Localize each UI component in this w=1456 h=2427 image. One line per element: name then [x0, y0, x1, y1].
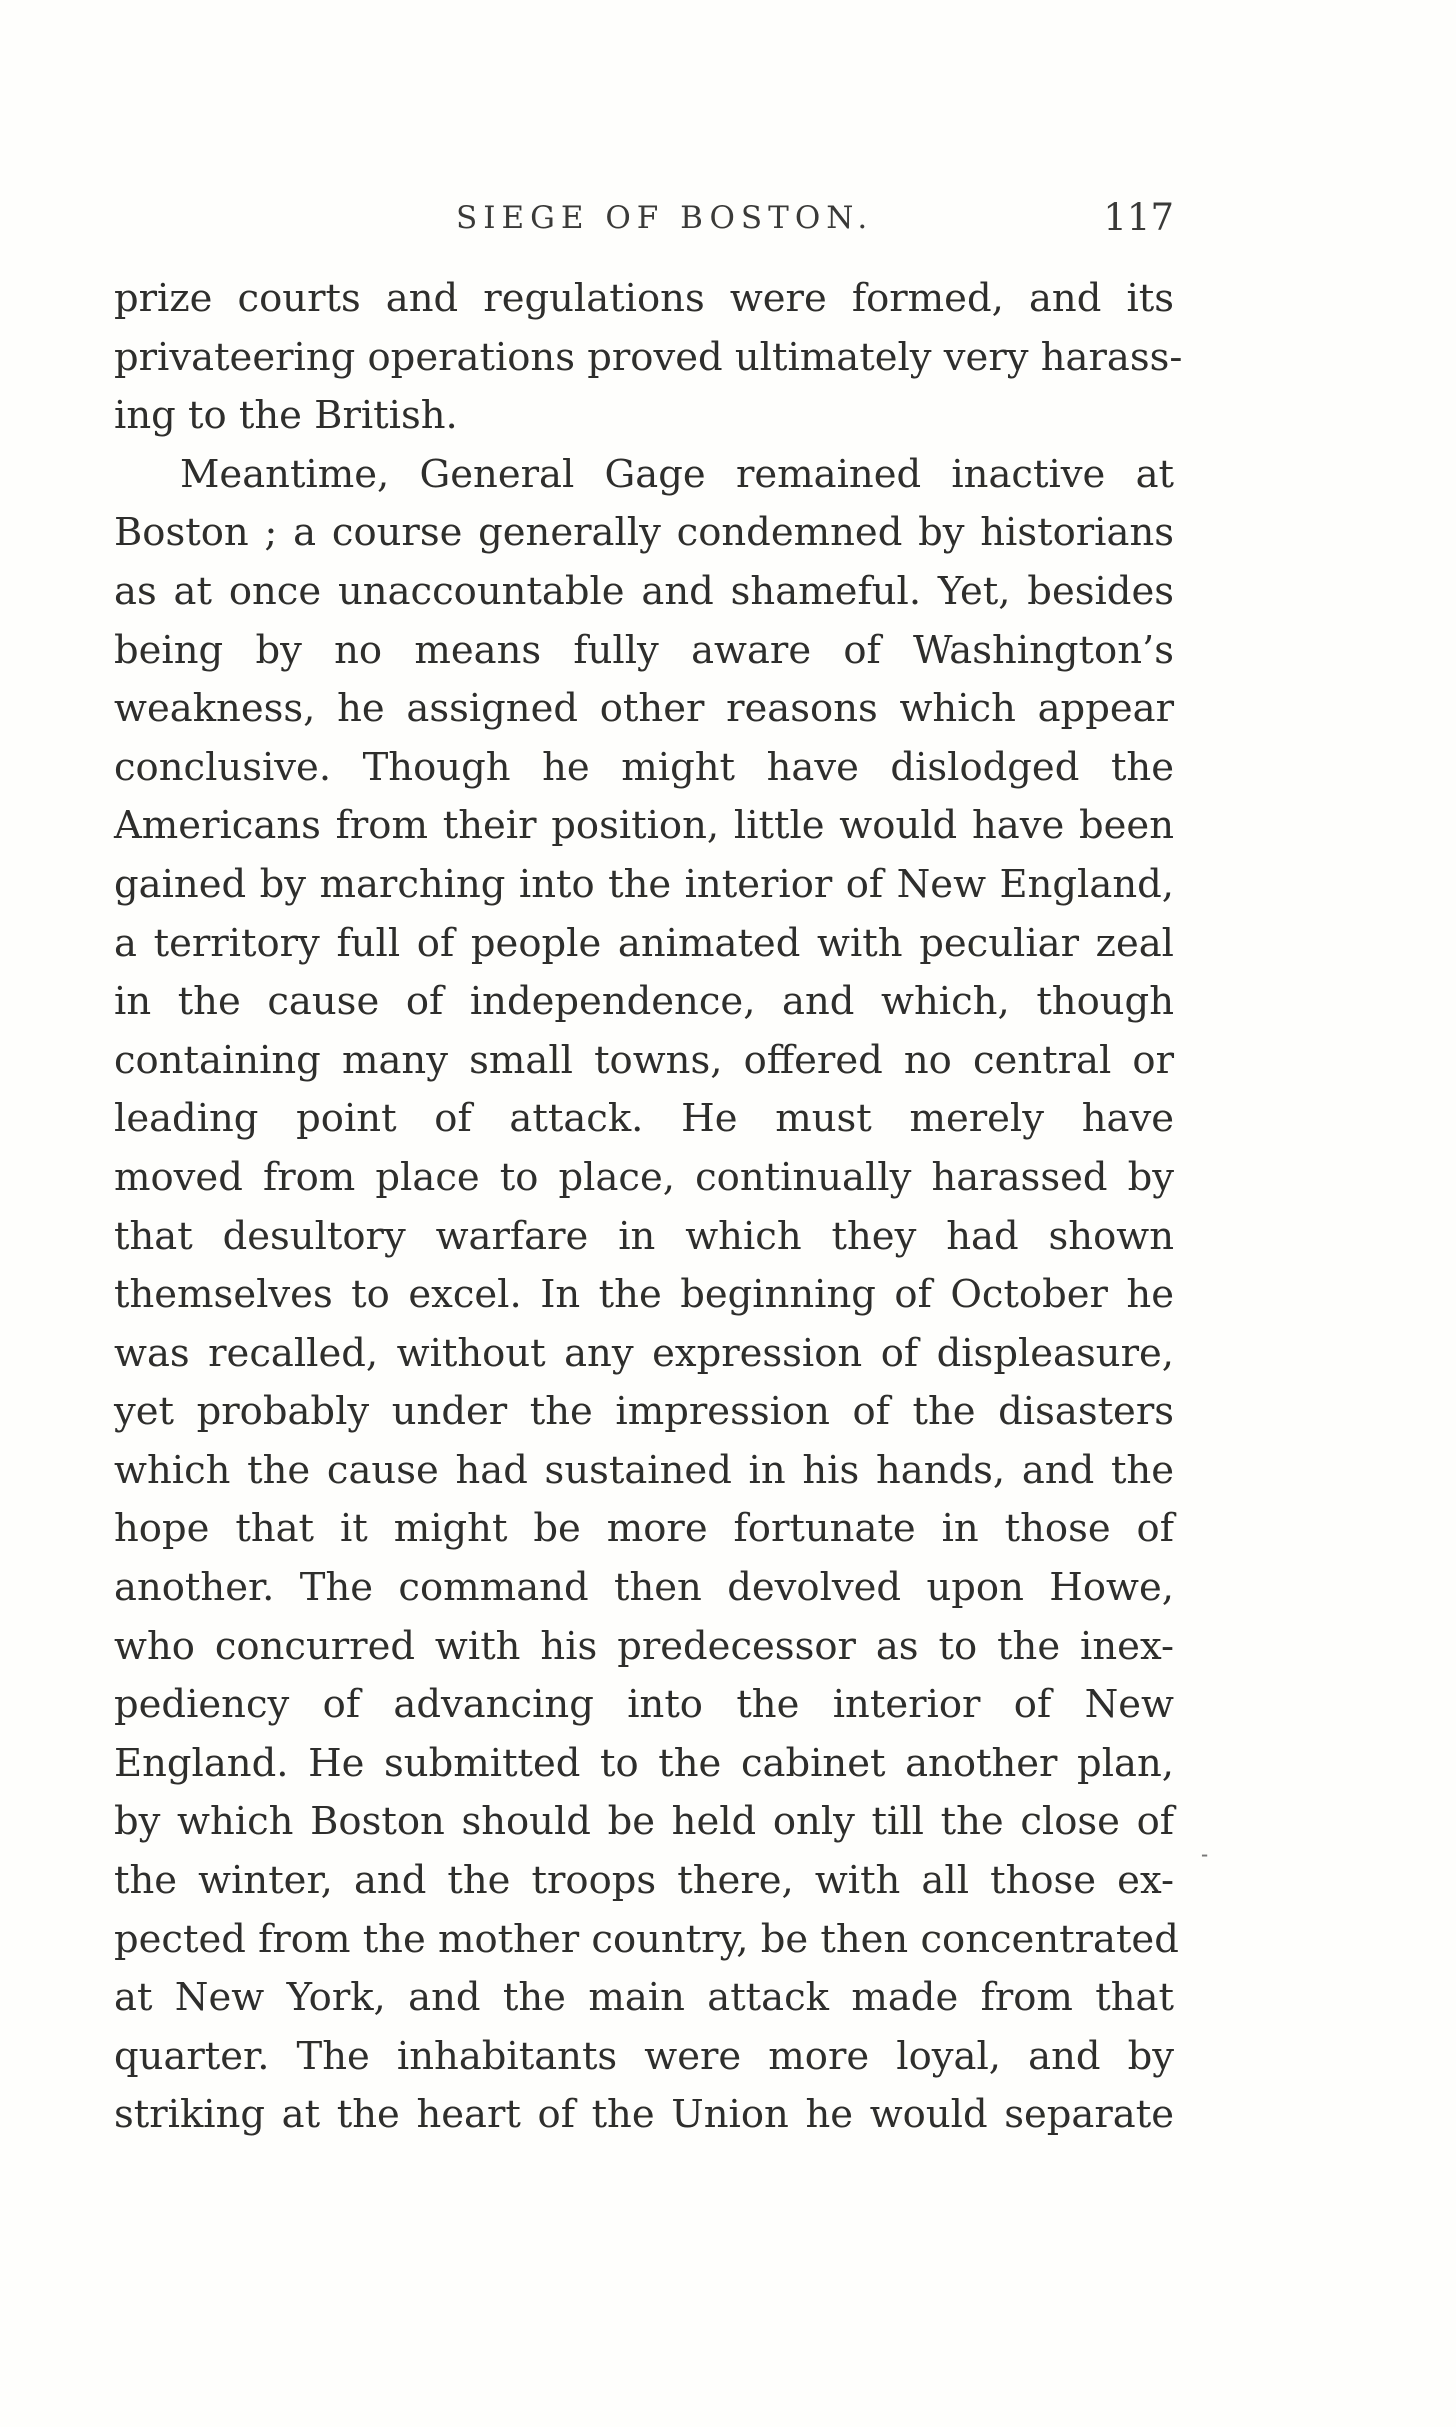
text-line: quarter. The inhabitants were more loyal, and by: [114, 2033, 1174, 2079]
text-line: weakness, he assigned other reasons which appear: [114, 686, 1174, 732]
running-title: SIEGE OF BOSTON.: [456, 200, 874, 236]
text-line: in the cause of independence, and which, though: [114, 979, 1174, 1025]
text-line: at New York, and the main attack made from that: [114, 1975, 1174, 2021]
text-line: which the cause had sustained in his hands, and the: [114, 1447, 1174, 1493]
text-line: prize courts and regulations were formed, and its: [114, 276, 1174, 321]
text-line: Americans from their position, little would have been: [114, 803, 1174, 849]
text-line: striking at the heart of the Union he would separate: [114, 2092, 1174, 2138]
body-text: [114, 270, 1183, 2145]
text-line: being by no means fully aware of Washington’s: [114, 627, 1174, 673]
text-line: themselves to excel. In the beginning of October he: [114, 1272, 1174, 1318]
text-line: the winter, and the troops there, with all those ex-: [114, 1858, 1174, 1904]
text-line: yet probably under the impression of the disasters: [114, 1389, 1174, 1435]
text-line: moved from place to place, continually harassed by: [114, 1154, 1174, 1200]
text-line: pediency of advancing into the interior of New: [114, 1682, 1174, 1728]
text-line: pected from the mother country, be then concentrated: [114, 1916, 1179, 1962]
text-line: gained by marching into the interior of New England,: [114, 861, 1174, 907]
text-line: was recalled, without any expression of displeasure,: [114, 1330, 1174, 1376]
text-line: leading point of attack. He must merely have: [114, 1096, 1174, 1142]
text-line: privateering operations proved ultimately very harass-: [114, 334, 1183, 380]
text-line: containing many small towns, offered no central or: [114, 1037, 1174, 1083]
text-line: a territory full of people animated with peculiar zeal: [114, 920, 1174, 966]
text-line: Meantime, General Gage remained inactive at: [180, 451, 1174, 497]
text-line: as at once unaccountable and shameful. Yet, besides: [114, 568, 1174, 614]
margin-mark-icon: ⁃: [1200, 1846, 1209, 1867]
text-line: England. He submitted to the cabinet another plan,: [114, 1740, 1174, 1786]
running-head: [114, 190, 1174, 250]
text-line: conclusive. Though he might have dislodged the: [114, 744, 1174, 790]
text-line: another. The command then devolved upon Howe,: [114, 1565, 1174, 1611]
text-line: ing to the British.: [114, 393, 458, 439]
text-line: that desultory warfare in which they had shown: [114, 1213, 1174, 1259]
page-number: 117: [1103, 196, 1174, 239]
text-line: Boston ; a course generally condemned by historians: [114, 510, 1174, 556]
text-line: by which Boston should be held only till the close of: [114, 1799, 1174, 1845]
text-line: who concurred with his predecessor as to the inex-: [114, 1623, 1174, 1669]
text-line: hope that it might be more fortunate in those of: [114, 1506, 1174, 1552]
